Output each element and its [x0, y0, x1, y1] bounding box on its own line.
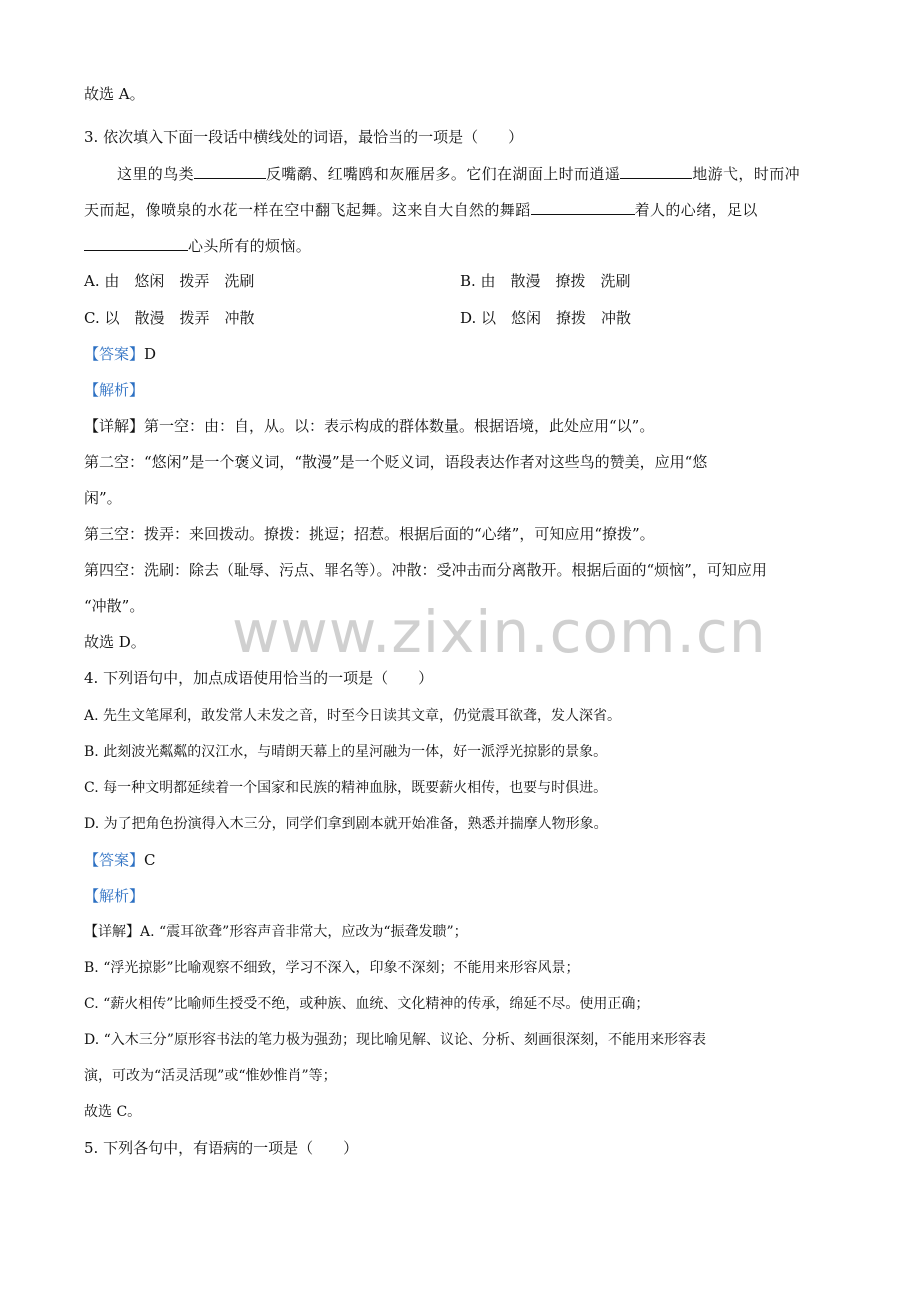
q3-detail-3: 闲”。: [84, 489, 122, 507]
q3-passage-text: 地游弋，时而冲: [692, 165, 801, 183]
q3-passage-line-1: [117, 163, 800, 184]
q3-passage-text: 心头所有的烦恼。: [188, 237, 312, 255]
q3-passage-text: 反嘴鹬、红嘴鸥和灰雁居多。它们在湖面上时而逍遥: [266, 165, 621, 183]
q3-option-d: D. 以 悠闲 撩拨 冲散: [460, 309, 632, 327]
q4-option-c: C. 每一种文明都延续着一个国家和民族的精神血脉，既要薪火相传，也要与时俱进。: [84, 780, 608, 796]
q4-stem: 4. 下列语句中，加点成语使用恰当的一项是（ ）: [84, 669, 434, 687]
q4-option-a: A. 先生文笔犀利，敢发常人未发之音，时至今日读其文章，仍觉震耳欲聋，发人深省。: [84, 708, 622, 724]
q3-passage-line-2: [84, 199, 758, 220]
q3-detail-2: 第二空：“悠闲”是一个褒义词，“散漫”是一个贬义词，语段表达作者对这些鸟的赞美，应用“悠: [84, 453, 708, 471]
q4-detail-5: 演，可改为“活灵活现”或“惟妙惟肖”等；: [84, 1068, 337, 1084]
q3-option-b: B. 由 散漫 撩拨 洗刷: [460, 272, 631, 290]
fill-blank-2: [620, 163, 692, 179]
answer-value: D: [144, 345, 157, 363]
watermark: www.zixin.com.cn: [232, 598, 767, 666]
q4-detail-3: C. “薪火相传”比喻师生授受不绝，或种族、血统、文化精神的传承，绵延不尽。使用正确；: [84, 996, 650, 1012]
q4-analysis-tag: 【解析】: [84, 887, 145, 905]
fill-blank-1: [194, 163, 266, 179]
q3-option-a: A. 由 悠闲 拨弄 洗刷: [84, 272, 255, 290]
q3-detail-1: 【详解】第一空：由：自，从。以：表示构成的群体数量。根据语境，此处应用“以”。: [84, 417, 655, 435]
fill-blank-4: [84, 235, 188, 251]
q3-stem: 3. 依次填入下面一段话中横线处的词语，最恰当的一项是（ ）: [84, 128, 524, 146]
q5-stem: 5. 下列各句中，有语病的一项是（ ）: [84, 1139, 359, 1157]
q3-answer: [84, 344, 156, 364]
q3-detail-5: 第四空：洗刷：除去（耻辱、污点、罪名等）。冲散：受冲击而分离散开。根据后面的“烦恼”，可知应用: [84, 561, 767, 579]
q3-conclusion: 故选 D。: [84, 633, 146, 651]
q4-conclusion: 故选 C。: [84, 1104, 142, 1120]
q3-analysis-tag: 【解析】: [84, 381, 145, 399]
fill-blank-3: [531, 199, 635, 215]
q4-detail-4: D. “入木三分”原形容书法的笔力极为强劲；现比喻见解、议论、分析、刻画很深刻，不能用来形容表: [84, 1032, 706, 1048]
q3-option-c: C. 以 散漫 拨弄 冲散: [84, 309, 255, 327]
prev-conclusion: 故选 A。: [84, 85, 145, 103]
q4-option-b: B. 此刻波光粼粼的汉江水，与晴朗天幕上的星河融为一体，好一派浮光掠影的景象。: [84, 744, 608, 760]
q3-passage-text: 这里的鸟类: [117, 165, 195, 183]
answer-tag: 【答案】: [84, 345, 145, 363]
q4-detail-2: B. “浮光掠影”比喻观察不细致，学习不深入，印象不深刻；不能用来形容风景；: [84, 960, 580, 976]
q3-detail-4: 第三空：拨弄：来回拨动。撩拨：挑逗；招惹。根据后面的“心绪”，可知应用“撩拨”。: [84, 525, 655, 543]
q3-passage-text: 天而起，像喷泉的水花一样在空中翻飞起舞。这来自大自然的舞蹈: [84, 201, 531, 219]
answer-tag: 【答案】: [84, 851, 145, 869]
q3-passage-text: 着人的心绪，足以: [634, 201, 758, 219]
q3-passage-line-3: [84, 235, 311, 256]
answer-value: C: [144, 851, 156, 869]
q3-detail-6: “冲散”。: [84, 597, 145, 615]
q4-option-d: D. 为了把角色扮演得入木三分，同学们拿到剧本就开始准备，熟悉并揣摩人物形象。: [84, 816, 608, 832]
q4-answer: [84, 850, 156, 870]
q4-detail-1: 【详解】A. “震耳欲聋”形容声音非常大，应改为“振聋发聩”；: [84, 924, 468, 940]
